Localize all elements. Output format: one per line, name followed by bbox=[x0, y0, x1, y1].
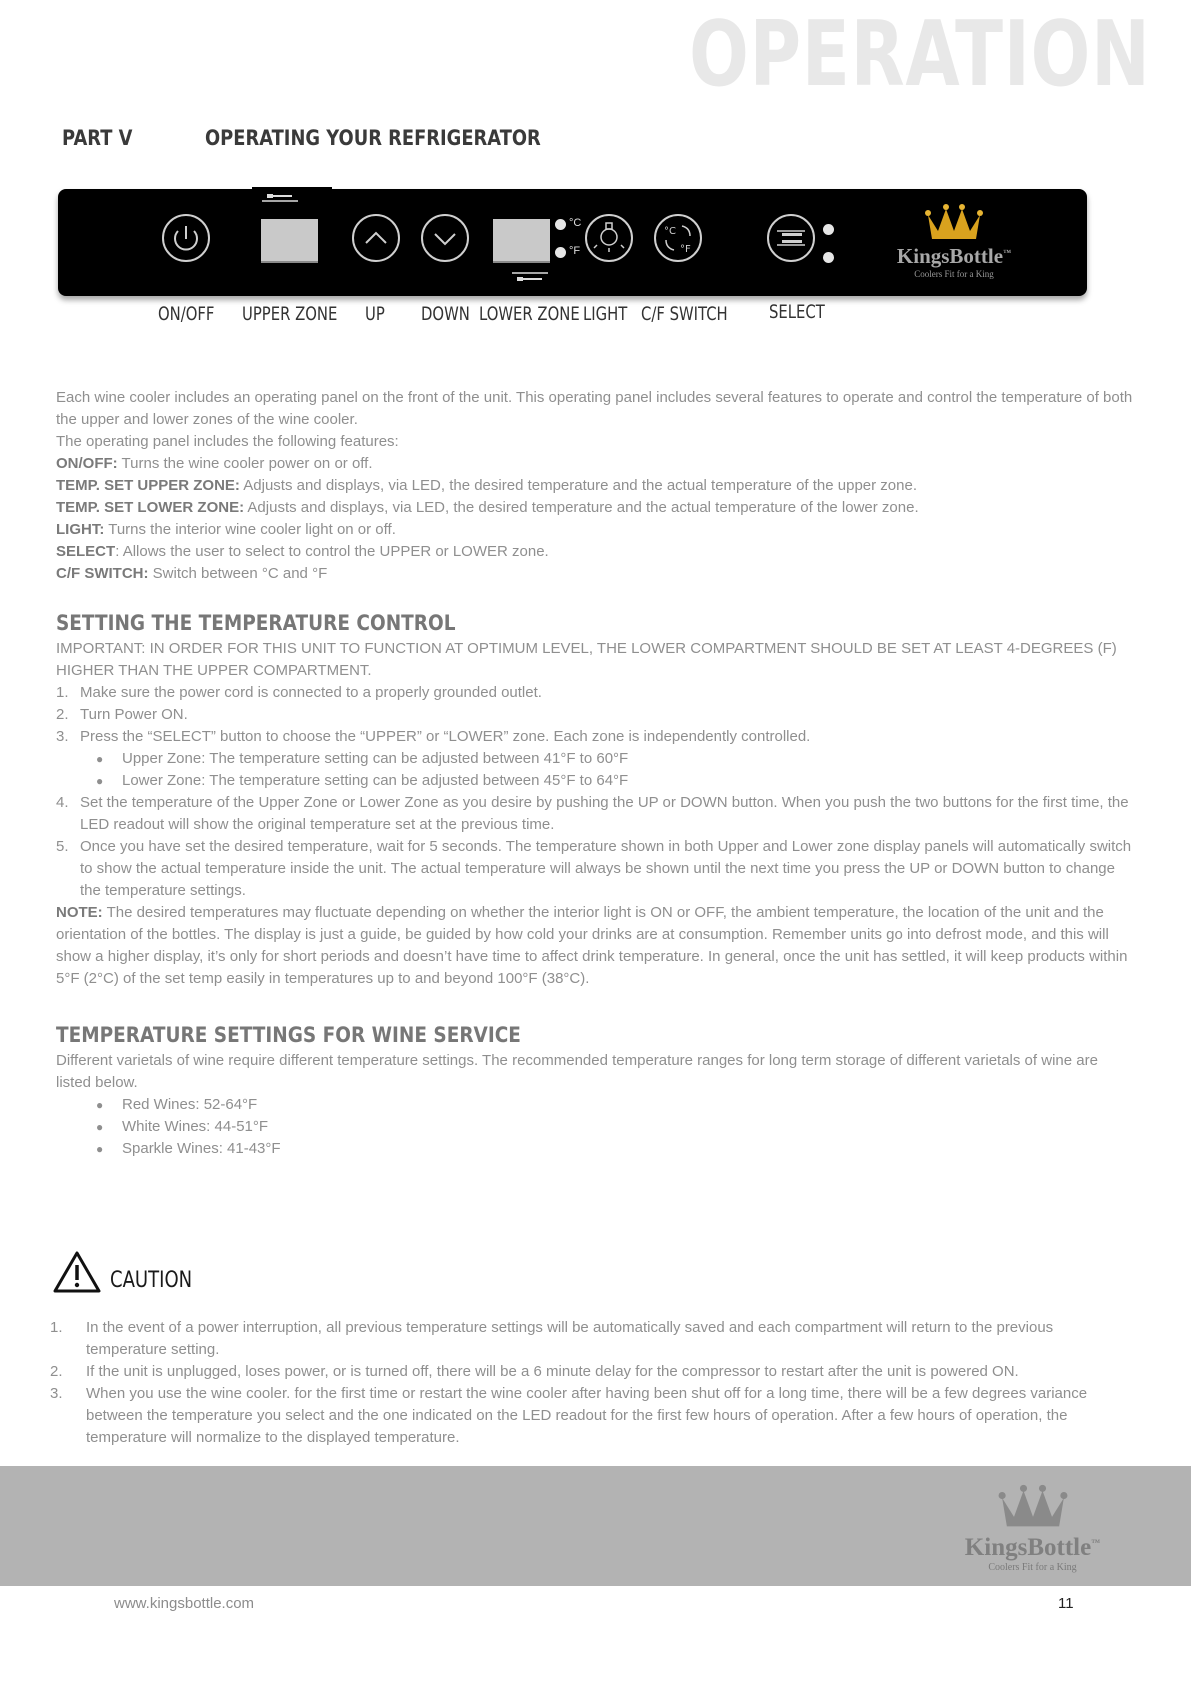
list-item: 1. In the event of a power interruption, all previous temperature settings will be automatically saved and each compartment will return to the previous temperature setting. bbox=[50, 1319, 1054, 1358]
control-panel-illustration bbox=[58, 189, 1087, 296]
list-item: ● Upper Zone: The temperature setting can be adjusted between 41°F to 60°F bbox=[96, 750, 629, 767]
label-light: LIGHT bbox=[583, 303, 628, 325]
wine-service-intro: Different varietals of wine require different temperature settings. The recommended temperature ranges for long term storage of different varietals of wine are listed below. bbox=[56, 1052, 1098, 1091]
label-select: SELECT bbox=[769, 301, 825, 323]
intro-paragraph: Each wine cooler includes an operating panel on the front of the unit. This operating panel includes several features to operate and control the temperature of both the upper and lower zones of the wine cooler. bbox=[56, 389, 1133, 428]
wine-service-heading: TEMPERATURE SETTINGS FOR WINE SERVICE bbox=[56, 1023, 521, 1047]
list-item: ● Lower Zone: The temperature setting can be adjusted between 45°F to 64°F bbox=[96, 772, 629, 789]
light-bulb-icon bbox=[583, 212, 635, 264]
panel-brand-tagline: Coolers Fit for a King bbox=[914, 269, 994, 279]
label-lower-zone: LOWER ZONE bbox=[479, 303, 580, 325]
feature-item: LIGHT: Turns the interior wine cooler light on or off. bbox=[56, 521, 396, 538]
feature-item: TEMP. SET LOWER ZONE: Adjusts and displays, via LED, the desired temperature and the actual temperature of the lower zone. bbox=[56, 499, 919, 516]
lower-select-dot bbox=[823, 252, 834, 263]
feature-item: ON/OFF: Turns the wine cooler power on or off. bbox=[56, 455, 373, 472]
features-intro: The operating panel includes the following features: bbox=[56, 433, 399, 450]
page-number: 11 bbox=[1058, 1595, 1074, 1612]
power-icon bbox=[160, 212, 212, 264]
temperature-control-heading: SETTING THE TEMPERATURE CONTROL bbox=[56, 611, 456, 635]
list-item: 1. Make sure the power cord is connected to a properly grounded outlet. bbox=[56, 684, 542, 701]
note-paragraph: NOTE: The desired temperatures may fluctuate depending on whether the interior light is ON or OFF, the ambient temperature, the location of the unit and the orientation of the bottles. The display is just a guide, be guided by how cold your drinks are at consumption. Remember units go into defrost mode, and this will show a higher display, it’s only for short periods and doesn’t have time to affect drink temperature. In general, once the unit has settled, it will keep products within 5°F (2°C) of the set temp easily in temperatures up to and beyond 100°F (38°C). bbox=[56, 904, 1128, 987]
list-item: ● Sparkle Wines: 41-43°F bbox=[96, 1140, 281, 1157]
list-item: 5. Once you have set the desired temperature, wait for 5 seconds. The temperature shown in both Upper and Lower zone display panels will automatically switch to show the actual temperature inside the unit. The actual temperature will always be shown until the next time you press the UP or DOWN button to change the temperature settings. bbox=[56, 838, 1132, 899]
label-up: UP bbox=[365, 303, 385, 325]
label-down: DOWN bbox=[421, 303, 470, 325]
footer-url: www.kingsbottle.com bbox=[114, 1595, 255, 1612]
intro-section bbox=[56, 387, 1136, 585]
label-cf-switch: C/F SWITCH bbox=[641, 303, 728, 325]
upper-select-dot bbox=[823, 224, 834, 235]
svg-text:°F: °F bbox=[680, 244, 691, 255]
caution-list bbox=[50, 1317, 1136, 1449]
footer-brand-logo bbox=[950, 1480, 1115, 1573]
celsius-label: °C bbox=[569, 217, 582, 229]
warning-icon bbox=[52, 1250, 102, 1294]
svg-text:°C: °C bbox=[664, 226, 676, 237]
section-watermark: OPERATION bbox=[689, 2, 1151, 107]
upper-zone-indicator-icon bbox=[260, 192, 300, 204]
select-zone-icon bbox=[765, 212, 817, 264]
label-upper-zone: UPPER ZONE bbox=[242, 303, 338, 325]
footer-band bbox=[0, 1466, 1191, 1586]
part-number: PART V bbox=[62, 126, 133, 150]
crown-icon bbox=[922, 201, 986, 241]
lower-zone-indicator-icon bbox=[510, 271, 550, 283]
wine-service-section bbox=[56, 1050, 1136, 1160]
list-item: ● Red Wines: 52-64°F bbox=[96, 1096, 258, 1113]
caution-title: CAUTION bbox=[110, 1268, 193, 1293]
fahrenheit-indicator-dot bbox=[555, 247, 566, 258]
lower-zone-display bbox=[493, 219, 550, 263]
list-item: 4. Set the temperature of the Upper Zone or Lower Zone as you desire by pushing the UP or DOWN button. When you push the two buttons for the first time, the LED readout will show the original temperature set at the previous time. bbox=[56, 794, 1129, 833]
feature-item: TEMP. SET UPPER ZONE: Adjusts and displays, via LED, the desired temperature and the actual temperature of the upper zone. bbox=[56, 477, 917, 494]
footer-brand-tagline: Coolers Fit for a King bbox=[988, 1562, 1077, 1573]
upper-zone-display bbox=[261, 219, 318, 263]
crown-icon bbox=[995, 1480, 1071, 1530]
list-item: 2. If the unit is unplugged, loses power, or is turned off, there will be a 6 minute delay for the compressor to restart after the unit is powered ON. bbox=[50, 1363, 1019, 1380]
footer-brand-name: KingsBottle bbox=[964, 1534, 1092, 1561]
important-notice: IMPORTANT: IN ORDER FOR THIS UNIT TO FUNCTION AT OPTIMUM LEVEL, THE LOWER COMPARTMENT SHOULD BE SET AT LEAST 4-DEGREES (F) HIGHER THAN THE UPPER COMPARTMENT. bbox=[56, 640, 1117, 679]
footer-brand-tm: ™ bbox=[1091, 1537, 1101, 1548]
feature-item: SELECT: Allows the user to select to control the UPPER or LOWER zone. bbox=[56, 543, 549, 560]
fahrenheit-label: °F bbox=[569, 245, 581, 257]
list-item: ● White Wines: 44-51°F bbox=[96, 1118, 269, 1135]
celsius-indicator-dot bbox=[555, 219, 566, 230]
part-heading bbox=[62, 126, 541, 150]
list-item: 3. Press the “SELECT” button to choose the “UPPER” or “LOWER” zone. Each zone is independently controlled. bbox=[56, 728, 811, 745]
feature-item: C/F SWITCH: Switch between °C and °F bbox=[56, 565, 328, 582]
panel-brand-tm: ™ bbox=[1003, 248, 1012, 257]
panel-brand-name: KingsBottle bbox=[896, 244, 1004, 268]
temperature-unit-switch-icon bbox=[652, 212, 704, 264]
chevron-up-icon bbox=[350, 212, 402, 264]
chevron-down-icon bbox=[419, 212, 471, 264]
part-title: OPERATING YOUR REFRIGERATOR bbox=[205, 126, 541, 150]
label-on-off: ON/OFF bbox=[158, 303, 215, 325]
temperature-control-section bbox=[56, 638, 1136, 990]
panel-brand-logo bbox=[884, 201, 1024, 279]
list-item: 2. Turn Power ON. bbox=[56, 706, 188, 723]
list-item: 3. When you use the wine cooler. for the first time or restart the wine cooler after having been shut off for a long time, there will be a few degrees variance between the temperature you select and the one indicated on the LED readout for the first few hours of operation. After a few hours of operation, the temperature will normalize to the displayed temperature. bbox=[50, 1385, 1088, 1446]
